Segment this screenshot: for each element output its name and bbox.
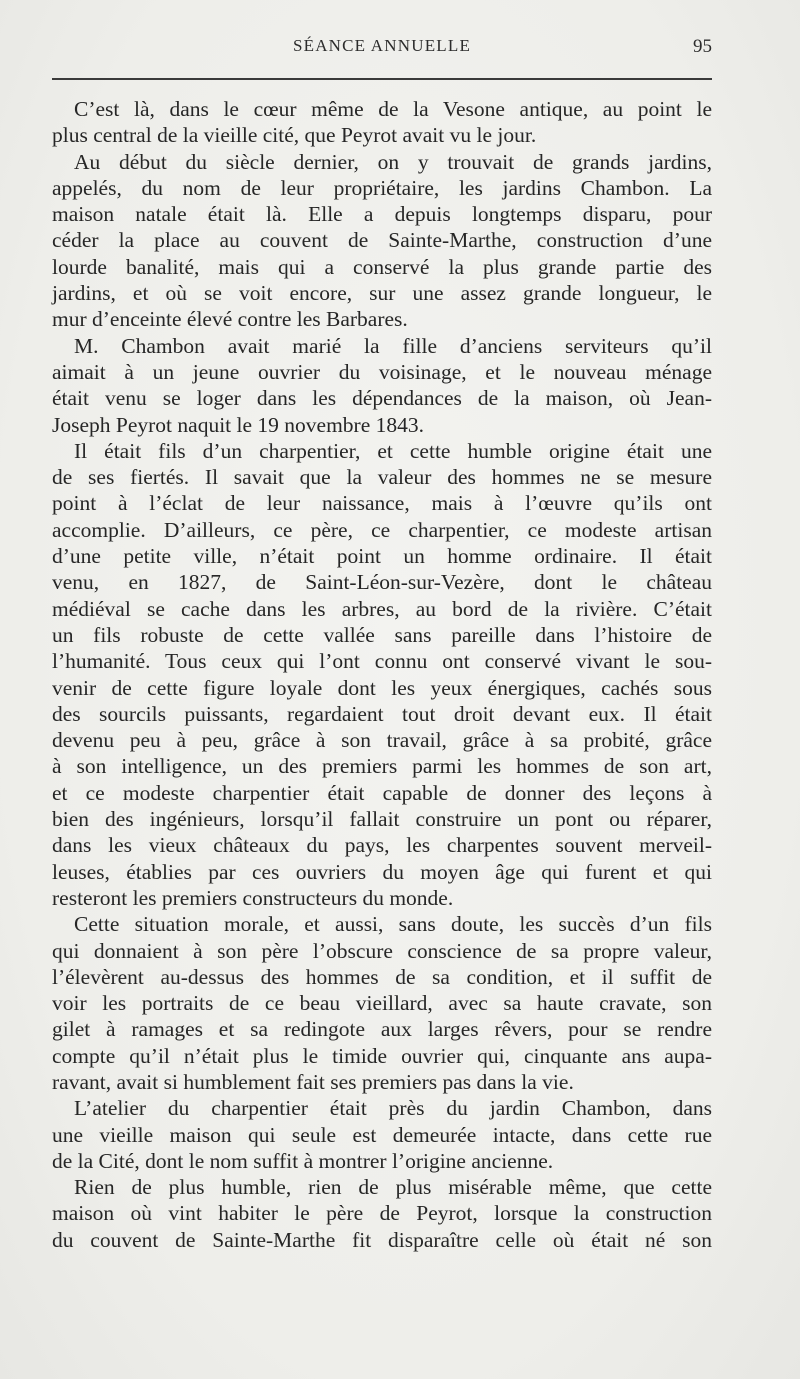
text-line: ravant, avait si humblement fait ses premiers pas dans la vie.	[52, 1069, 574, 1094]
text-line: était venu se loger dans les dépendances de la maison, où Jean-	[52, 386, 712, 411]
text-line: C’est là, dans le cœur même de la Vesone antique, au point le	[74, 97, 712, 121]
text-line: Joseph Peyrot naquit le 19 novembre 1843.	[52, 412, 425, 437]
text-line: qui donnaient à son père l’obscure conscience de sa propre valeur,	[52, 938, 712, 963]
text-line: mur d’enceinte élevé contre les Barbares.	[52, 307, 408, 332]
running-head-title: SÉANCE ANNUELLE	[292, 36, 472, 55]
body-text	[52, 96, 712, 1253]
text-line: maison natale était là. Elle a depuis longtemps disparu, pour	[52, 202, 712, 227]
text-line: médiéval se cache dans les arbres, au bord de la rivière. C’était	[52, 596, 712, 621]
text-line: l’humanité. Tous ceux qui l’ont connu ont conservé vivant le sou-	[52, 649, 712, 674]
text-line: du couvent de Sainte-Marthe fit disparaître celle où était né son	[52, 1227, 712, 1252]
text-line: un fils robuste de cette vallée sans pareille dans l’histoire de	[52, 622, 712, 647]
text-line: une vieille maison qui seule est demeurée intacte, dans cette rue	[52, 1122, 712, 1147]
text-line: à son intelligence, un des premiers parmi les hommes de son art,	[52, 754, 712, 779]
text-line: de la Cité, dont le nom suffit à montrer l’origine ancienne.	[52, 1148, 554, 1173]
text-line: accomplie. D’ailleurs, ce père, ce charpentier, ce modeste artisan	[52, 517, 712, 542]
text-line: plus central de la vieille cité, que Peyrot avait vu le jour.	[52, 123, 537, 148]
text-line: Rien de plus humble, rien de plus misérable même, que cette	[74, 1175, 712, 1200]
text-line: bien des ingénieurs, lorsqu’il fallait construire un pont ou réparer,	[52, 807, 712, 832]
text-line: appelés, du nom de leur propriétaire, les jardins Chambon. La	[52, 175, 712, 200]
text-line: Au début du siècle dernier, on y trouvait de grands jardins,	[74, 149, 712, 174]
text-line: jardins, et où se voit encore, sur une assez grande longueur, le	[52, 281, 712, 306]
text-line: venu, en 1827, de Saint-Léon-sur-Vezère, dont le château	[52, 570, 712, 595]
text-line: dans les vieux châteaux du pays, les charpentes souvent merveil-	[52, 833, 712, 858]
text-line: devenu peu à peu, grâce à son travail, grâce à sa probité, grâce	[52, 728, 712, 753]
header-rule	[52, 78, 712, 80]
text-line: des sourcils puissants, regardaient tout droit devant eux. Il était	[52, 701, 712, 726]
text-line: L’atelier du charpentier était près du jardin Chambon, dans	[74, 1096, 712, 1121]
text-line: leuses, établies par ces ouvriers du moyen âge qui furent et qui	[52, 859, 712, 884]
text-line: M. Chambon avait marié la fille d’anciens serviteurs qu’il	[74, 333, 712, 358]
text-line: point à l’éclat de leur naissance, mais à l’œuvre qu’ils ont	[52, 491, 712, 516]
text-line: Il était fils d’un charpentier, et cette humble origine était une	[74, 438, 712, 463]
text-line: Cette situation morale, et aussi, sans doute, les succès d’un fils	[74, 912, 712, 937]
text-line: venir de cette figure loyale dont les yeux énergiques, cachés sous	[52, 675, 712, 700]
text-line: et ce modeste charpentier était capable de donner des leçons à	[52, 780, 712, 805]
page-number: 95	[693, 36, 712, 57]
running-head	[52, 36, 712, 64]
text-line: céder la place au couvent de Sainte-Marthe, construction d’une	[52, 228, 712, 253]
text-line: resteront les premiers constructeurs du monde.	[52, 885, 454, 910]
text-line: de ses fiertés. Il savait que la valeur des hommes ne se mesure	[52, 465, 712, 490]
text-line: voir les portraits de ce beau vieillard, avec sa haute cravate, son	[52, 991, 712, 1016]
text-line: lourde banalité, mais qui a conservé la plus grande partie des	[52, 254, 712, 279]
text-line: gilet à ramages et sa redingote aux larges rêvers, pour se rendre	[52, 1017, 712, 1042]
text-line: maison où vint habiter le père de Peyrot, lorsque la construction	[52, 1201, 712, 1226]
text-line: d’une petite ville, n’était point un homme ordinaire. Il était	[52, 544, 712, 569]
text-line: aimait à un jeune ouvrier du voisinage, et le nouveau ménage	[52, 359, 712, 384]
text-line: l’élevèrent au-dessus des hommes de sa condition, et il suffit de	[52, 964, 712, 989]
text-line: compte qu’il n’était plus le timide ouvrier qui, cinquante ans aupa-	[52, 1043, 712, 1068]
